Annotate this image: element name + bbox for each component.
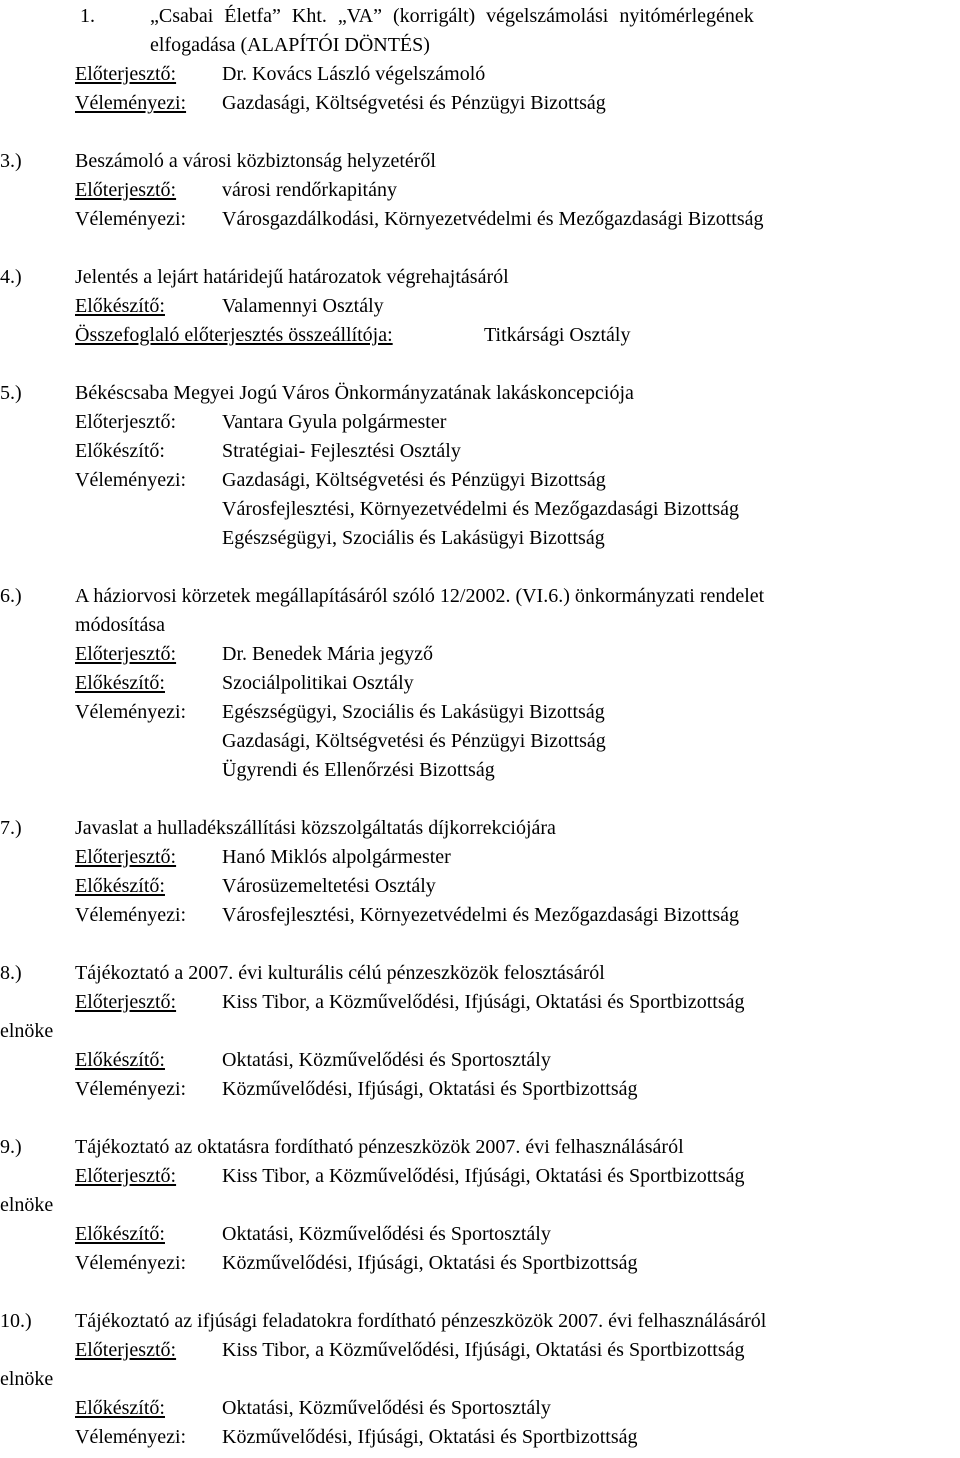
role-value: Oktatási, Közművelődési és Sportosztály <box>222 1049 551 1071</box>
role-value-wrap: elnöke <box>0 1194 54 1216</box>
role-label: Előterjesztő: <box>75 63 177 85</box>
role-label: Előkészítő: <box>75 672 165 694</box>
item-title: „Csabai Életfa” Kht. „VA” (korrigált) végelszámolási nyitómérlegének <box>150 5 754 27</box>
item-title-continuation: elfogadása (ALAPÍTÓI DÖNTÉS) <box>150 34 430 56</box>
role-value: Valamennyi Osztály <box>222 295 384 317</box>
role-label: Véleményezi: <box>75 469 187 491</box>
item-number: 10.) <box>0 1310 32 1332</box>
item-title: Tájékoztató a 2007. évi kulturális célú pénzeszközök felosztásáról <box>75 962 605 984</box>
role-value: Közművelődési, Ifjúsági, Oktatási és Sportbizottság <box>222 1426 638 1448</box>
role-value: városi rendőrkapitány <box>222 179 397 201</box>
item-number: 5.) <box>0 382 22 404</box>
item-number: 4.) <box>0 266 22 288</box>
item-number: 7.) <box>0 817 22 839</box>
role-label: Előterjesztő: <box>75 411 177 433</box>
role-value: Hanó Miklós alpolgármester <box>222 846 451 868</box>
role-value-wrap: elnöke <box>0 1020 54 1042</box>
item-title: Tájékoztató az ifjúsági feladatokra fordítható pénzeszközök 2007. évi felhasználásáról <box>75 1310 767 1332</box>
role-value: Szociálpolitikai Osztály <box>222 672 414 694</box>
role-label: Véleményezi: <box>75 1252 187 1274</box>
role-label: Előterjesztő: <box>75 643 177 665</box>
role-value-extra: Ügyrendi és Ellenőrzési Bizottság <box>222 759 495 781</box>
role-value: Városgazdálkodási, Környezetvédelmi és Mezőgazdasági Bizottság <box>222 208 764 230</box>
role-label: Véleményezi: <box>75 1426 187 1448</box>
item-number: 6.) <box>0 585 22 607</box>
role-label: Előkészítő: <box>75 875 165 897</box>
role-value: Városüzemeltetési Osztály <box>222 875 436 897</box>
role-value-wrap: elnöke <box>0 1368 54 1390</box>
role-label: Összefoglaló előterjesztés összeállítója: <box>75 324 393 346</box>
item-title: Jelentés a lejárt határidejű határozatok végrehajtásáról <box>75 266 509 288</box>
item-title: Beszámoló a városi közbiztonság helyzetéről <box>75 150 436 172</box>
item-number: 3.) <box>0 150 22 172</box>
role-value-extra: Városfejlesztési, Környezetvédelmi és Mezőgazdasági Bizottság <box>222 498 740 520</box>
item-title: A háziorvosi körzetek megállapításáról szóló 12/2002. (VI.6.) önkormányzati rendelet <box>75 585 765 607</box>
item-number: 8.) <box>0 962 22 984</box>
role-value: Oktatási, Közművelődési és Sportosztály <box>222 1223 551 1245</box>
role-value: Kiss Tibor, a Közművelődési, Ifjúsági, Oktatási és Sportbizottság <box>222 991 745 1013</box>
role-value: Dr. Kovács László végelszámoló <box>222 63 486 85</box>
role-value: Gazdasági, Költségvetési és Pénzügyi Bizottság <box>222 92 606 114</box>
role-value: Vantara Gyula polgármester <box>222 411 447 433</box>
role-value: Közművelődési, Ifjúsági, Oktatási és Sportbizottság <box>222 1078 638 1100</box>
role-label: Előterjesztő: <box>75 1165 177 1187</box>
item-number: 9.) <box>0 1136 22 1158</box>
role-label: Előkészítő: <box>75 1049 165 1071</box>
item-title: Békéscsaba Megyei Jogú Város Önkormányzatának lakáskoncepciója <box>75 382 634 404</box>
role-label: Előkészítő: <box>75 1397 165 1419</box>
role-value: Közművelődési, Ifjúsági, Oktatási és Sportbizottság <box>222 1252 638 1274</box>
role-label: Előkészítő: <box>75 295 165 317</box>
role-label: Előterjesztő: <box>75 991 177 1013</box>
role-label: Véleményezi: <box>75 904 187 926</box>
role-label: Véleményezi: <box>75 208 187 230</box>
role-label: Előterjesztő: <box>75 846 177 868</box>
role-value: Városfejlesztési, Környezetvédelmi és Mezőgazdasági Bizottság <box>222 904 740 926</box>
role-value: Egészségügyi, Szociális és Lakásügyi Bizottság <box>222 701 605 723</box>
role-value-extra: Egészségügyi, Szociális és Lakásügyi Bizottság <box>222 527 605 549</box>
role-label: Véleményezi: <box>75 92 187 114</box>
role-label: Előterjesztő: <box>75 179 177 201</box>
role-label: Előkészítő: <box>75 1223 165 1245</box>
role-value: Dr. Benedek Mária jegyző <box>222 643 434 665</box>
role-label: Előterjesztő: <box>75 1339 177 1361</box>
role-value: Kiss Tibor, a Közművelődési, Ifjúsági, Oktatási és Sportbizottság <box>222 1165 745 1187</box>
role-value: Gazdasági, Költségvetési és Pénzügyi Bizottság <box>222 469 606 491</box>
role-value: Oktatási, Közművelődési és Sportosztály <box>222 1397 551 1419</box>
role-value-extra: Gazdasági, Költségvetési és Pénzügyi Bizottság <box>222 730 606 752</box>
role-value: Titkársági Osztály <box>484 324 631 346</box>
role-value: Stratégiai- Fejlesztési Osztály <box>222 440 461 462</box>
role-label: Véleményezi: <box>75 1078 187 1100</box>
item-title-continuation: módosítása <box>75 614 165 636</box>
item-title: Javaslat a hulladékszállítási közszolgáltatás díjkorrekciójára <box>75 817 556 839</box>
item-number: 1. <box>80 5 95 27</box>
role-label: Véleményezi: <box>75 701 187 723</box>
role-label: Előkészítő: <box>75 440 165 462</box>
role-value: Kiss Tibor, a Közművelődési, Ifjúsági, Oktatási és Sportbizottság <box>222 1339 745 1361</box>
item-title: Tájékoztató az oktatásra fordítható pénzeszközök 2007. évi felhasználásáról <box>75 1136 684 1158</box>
